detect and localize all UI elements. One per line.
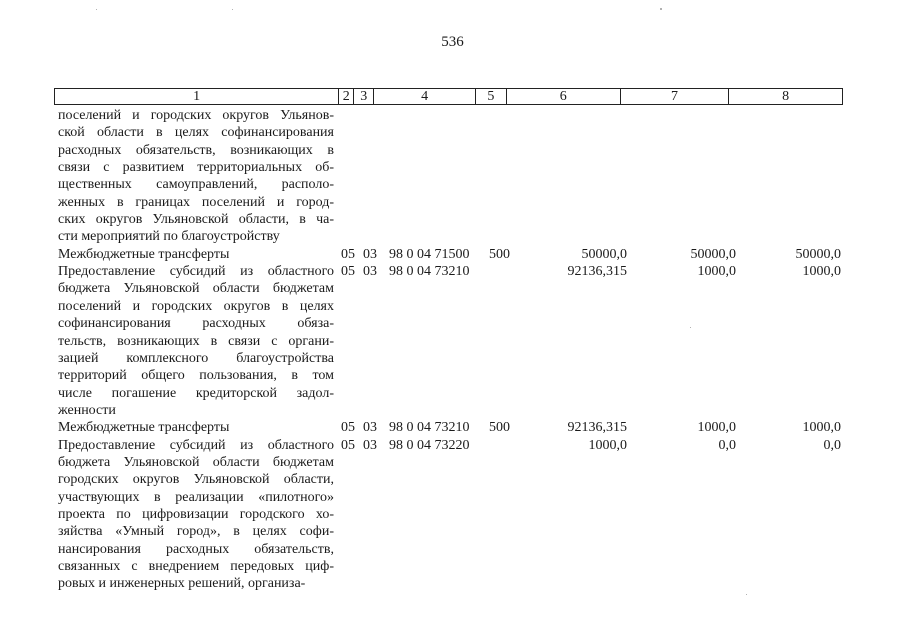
amount-col-6: 92136,315	[567, 264, 627, 280]
description-line: Межбюджетные трансферты	[58, 246, 230, 262]
target-article-code: 98 0 04 71500	[389, 246, 470, 262]
description-line: софинансирования расходных обяза-	[58, 316, 334, 332]
row-description	[58, 419, 334, 436]
header-col-1: 1	[55, 89, 339, 104]
expense-type-code: 500	[489, 246, 510, 262]
scan-speck	[660, 8, 662, 10]
table-row	[58, 107, 843, 246]
page-number: 536	[441, 34, 464, 50]
section-code: 05	[341, 437, 355, 453]
table-row	[58, 246, 843, 263]
description-line: территорий общего пользования, в том	[58, 368, 334, 384]
target-article-code: 98 0 04 73210	[389, 264, 470, 280]
description-line: Межбюджетные трансферты	[58, 420, 230, 436]
table-body	[58, 107, 843, 593]
description-line: Предоставление субсидий из областного	[58, 437, 334, 453]
amount-col-7: 50000,0	[690, 246, 736, 262]
scan-speck	[96, 9, 97, 10]
description-line: проекта по цифровизации городского хо-	[58, 507, 334, 522]
description-line: тельств, возникающих в связи с органи-	[58, 333, 334, 349]
amount-col-8: 1000,0	[802, 420, 841, 436]
scan-speck	[232, 9, 233, 10]
description-line: Предоставление субсидий из областного	[58, 264, 334, 280]
row-description	[58, 246, 334, 263]
section-code: 05	[341, 420, 355, 436]
table-header-row	[54, 88, 843, 105]
target-article-code: 98 0 04 73210	[389, 420, 470, 436]
header-col-3: 3	[354, 89, 374, 104]
description-line: нансирования расходных обязательств,	[58, 541, 334, 557]
description-line: ских округов Ульяновской области, в ча-	[58, 212, 334, 228]
description-line: щественных самоуправлений, располо-	[58, 177, 334, 193]
header-col-8: 8	[782, 89, 790, 104]
header-col-2: 2	[339, 89, 354, 104]
description-line: ской области в целях софинансирования	[58, 125, 334, 141]
description-line: поселений и городских округов Ульянов-	[58, 108, 334, 123]
description-line: ровых и инженерных решений, организа-	[58, 576, 306, 592]
description-line: женных в границах поселений и город-	[58, 194, 334, 210]
amount-col-7: 1000,0	[697, 420, 736, 436]
description-line: расходных обязательств, возникающих в	[58, 142, 334, 158]
amount-col-8: 0,0	[823, 437, 841, 453]
header-col-4: 4	[374, 89, 476, 104]
amount-col-6: 92136,315	[567, 420, 627, 436]
description-line: городских округов Ульяновской области,	[58, 472, 334, 488]
section-code: 05	[341, 264, 355, 280]
description-line: связанных с внедрением передовых циф-	[58, 559, 334, 575]
header-col-6: 6	[507, 89, 621, 104]
amount-col-8: 1000,0	[802, 264, 841, 280]
row-description	[58, 263, 334, 419]
description-line: поселений и городских округов в целях	[58, 298, 334, 314]
description-line: бюджета Ульяновской области бюджетам	[58, 454, 334, 470]
table-row	[58, 437, 843, 593]
description-line: сти мероприятий по благоустройству	[58, 229, 280, 245]
description-line: участвующих в реализации «пилотного»	[58, 489, 334, 505]
description-line: женности	[58, 402, 116, 418]
row-description	[58, 107, 334, 246]
target-article-code: 98 0 04 73220	[389, 437, 470, 453]
description-line: бюджета Ульяновской области бюджетам	[58, 281, 334, 297]
header-col-5: 5	[476, 89, 507, 104]
amount-col-7: 1000,0	[697, 264, 736, 280]
subsection-code: 03	[363, 420, 377, 436]
amount-col-6: 50000,0	[581, 246, 627, 262]
subsection-code: 03	[363, 246, 377, 262]
expense-type-code: 500	[489, 420, 510, 436]
row-description	[58, 437, 334, 593]
table-row	[58, 263, 843, 419]
subsection-code: 03	[363, 264, 377, 280]
description-line: числе погашение кредиторской задол-	[58, 385, 334, 401]
scan-speck	[690, 327, 691, 328]
amount-col-8: 50000,0	[795, 246, 841, 262]
description-line: зяйства «Умный город», в целях софи-	[58, 524, 334, 540]
section-code: 05	[341, 246, 355, 262]
scan-speck	[746, 594, 747, 595]
amount-col-7: 0,0	[718, 437, 736, 453]
table-row	[58, 419, 843, 436]
description-line: зацией комплексного благоустройства	[58, 350, 334, 366]
header-col-7: 7	[621, 89, 730, 104]
description-line: связи с развитием территориальных об-	[58, 160, 334, 176]
amount-col-6: 1000,0	[588, 437, 627, 453]
subsection-code: 03	[363, 437, 377, 453]
